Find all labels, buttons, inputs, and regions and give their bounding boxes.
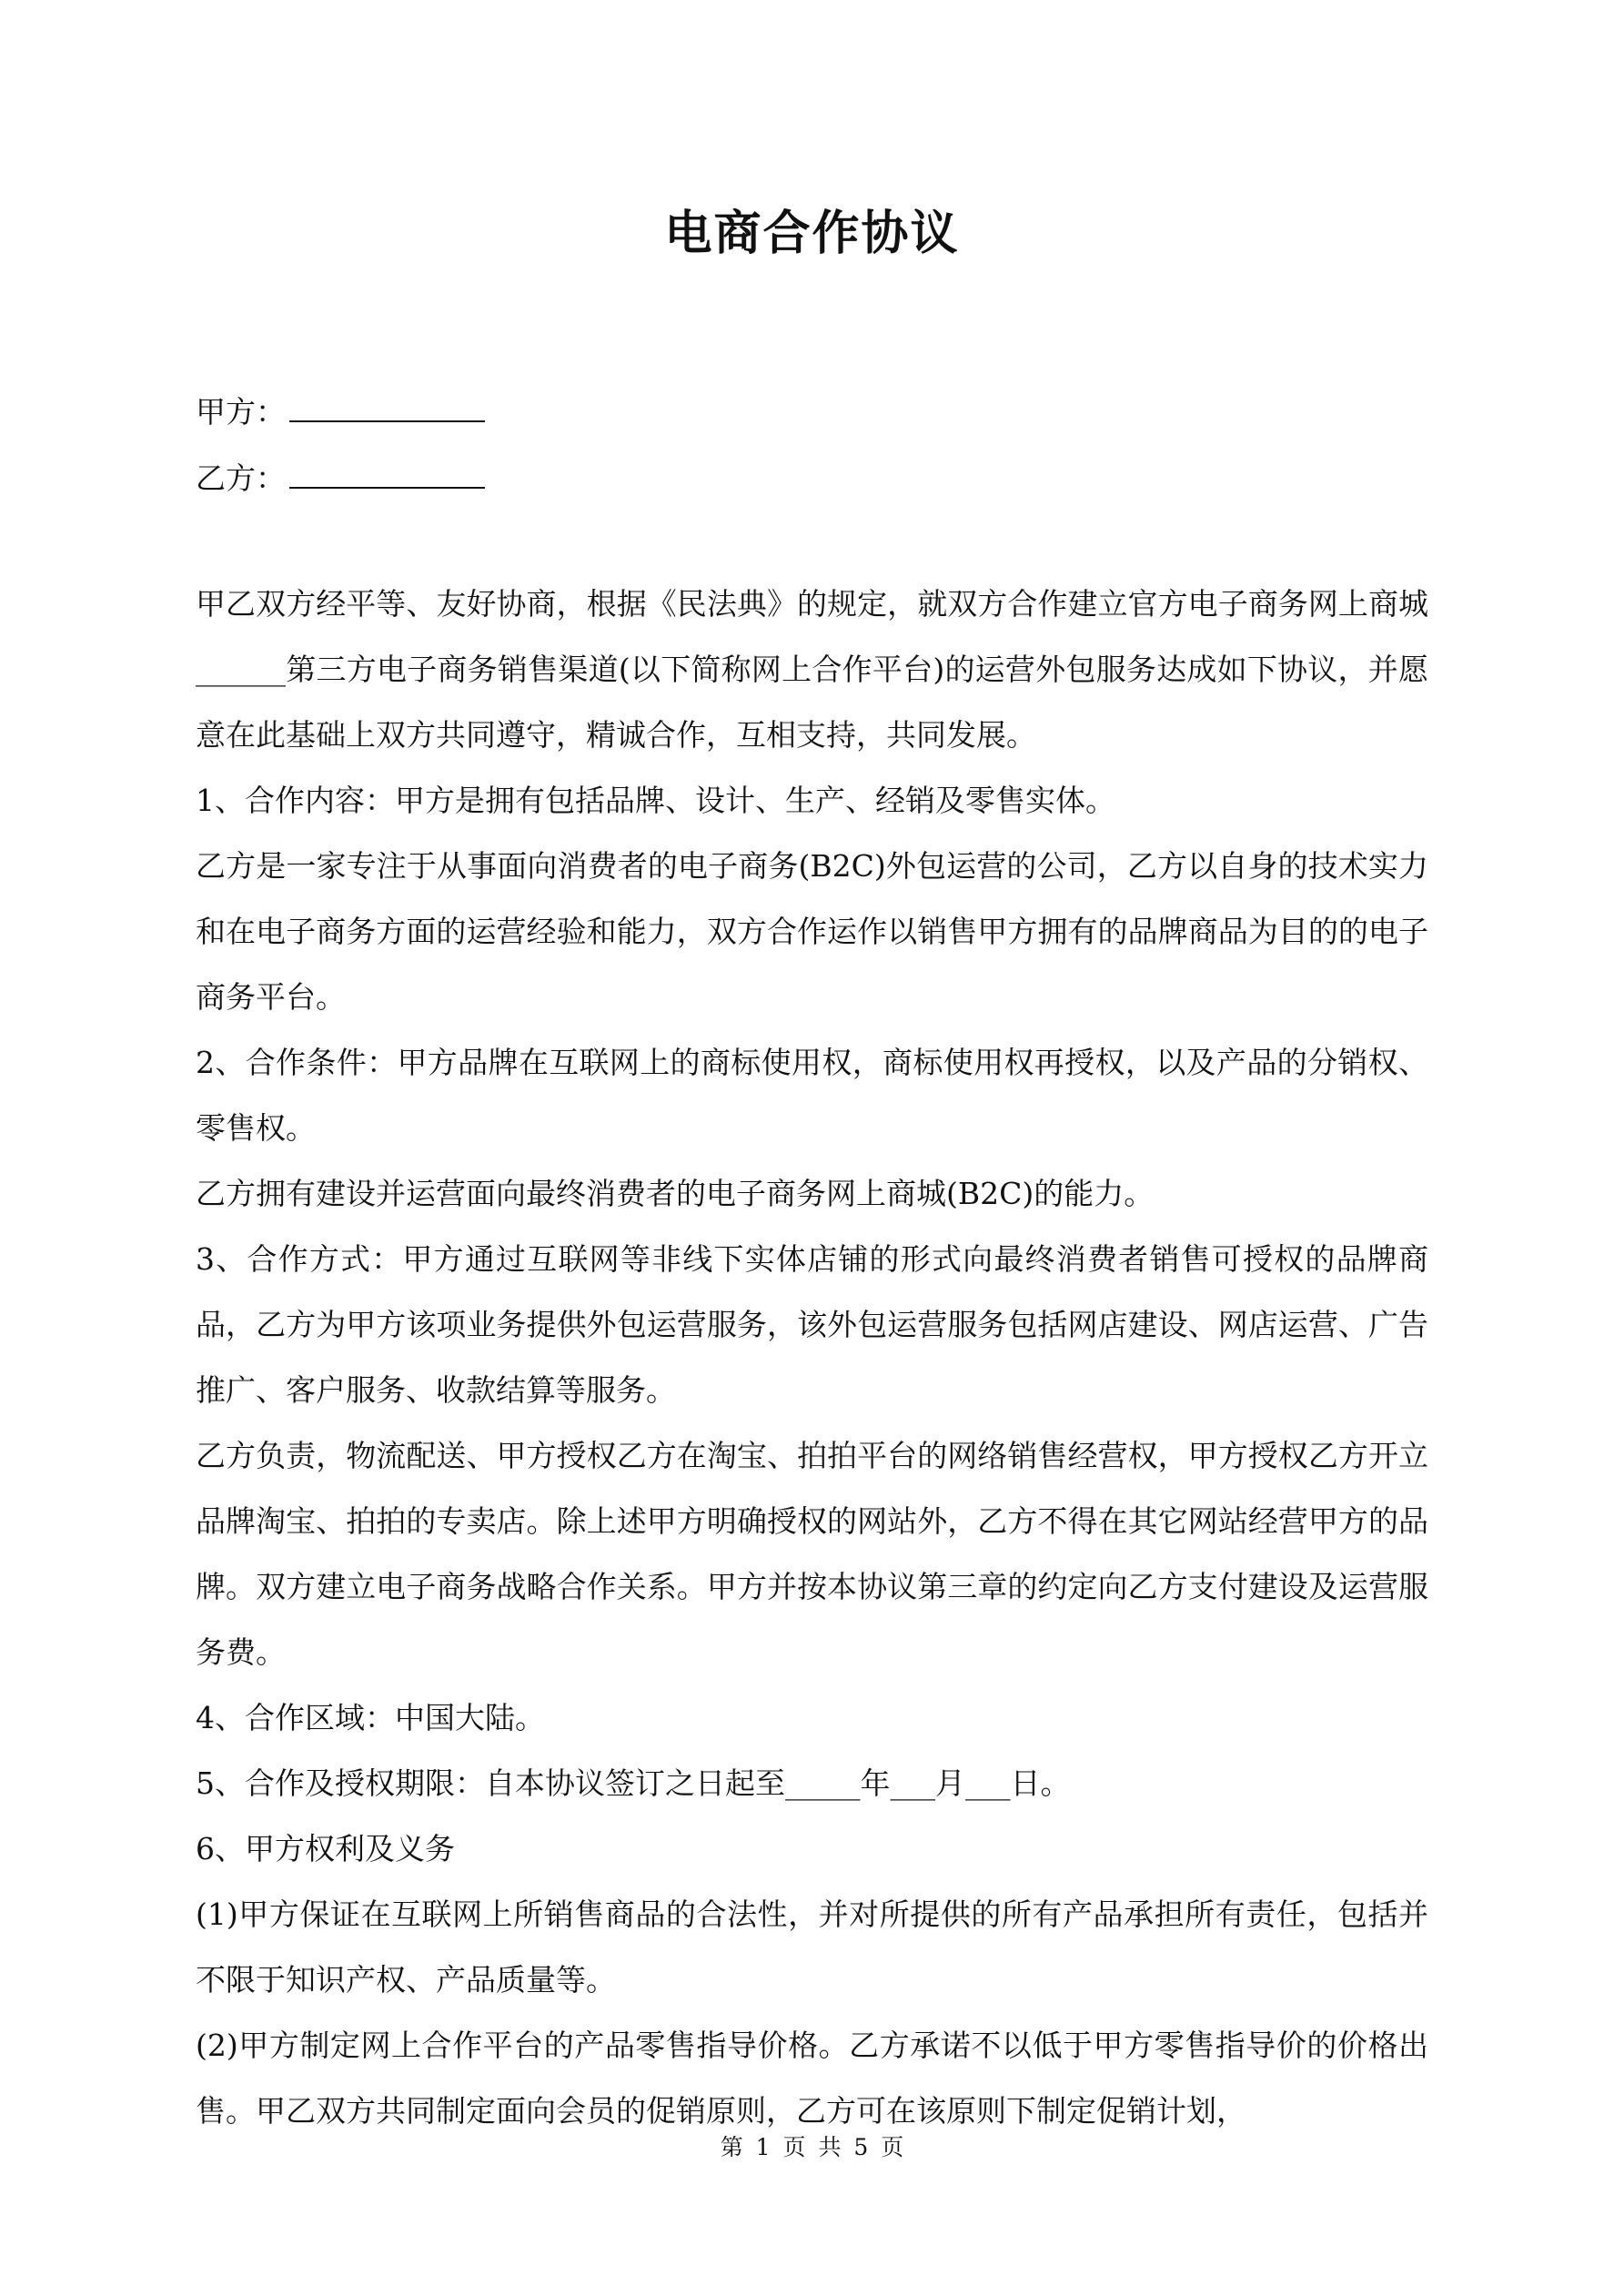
paragraph-clause-4: 4、合作区域：中国大陆。 [196, 1700, 545, 1735]
paragraph-clause-1-party-b: 乙方是一家专注于从事面向消费者的电子商务(B2C)外包运营的公司，乙方以自身的技术实力和在电子商务方面的运营经验和能力，双方合作运作以销售甲方拥有的品牌商品为目的的电子商务平台。 [196, 848, 1428, 1015]
agreement-body [196, 571, 1428, 2144]
paragraph-clause-6-heading: 6、甲方权利及义务 [196, 1831, 455, 1866]
page-footer: 第 1 页 共 5 页 [720, 2134, 904, 2160]
paragraph-clause-6-item-2: (2)甲方制定网上合作平台的产品零售指导价格。乙方承诺不以低于甲方零售指导价的价格出售。甲乙双方共同制定面向会员的促销原则，乙方可在该原则下制定促销计划， [196, 2028, 1428, 2129]
party-a-line [196, 388, 485, 435]
party-b-line [196, 454, 485, 501]
party-b-label: 乙方： [196, 460, 286, 496]
paragraph-clause-2: 2、合作条件：甲方品牌在互联网上的商标使用权，商标使用权再授权，以及产品的分销权、零售权。 [196, 1045, 1428, 1146]
paragraph-clause-1: 1、合作内容：甲方是拥有包括品牌、设计、生产、经销及零售实体。 [196, 783, 1115, 818]
paragraph-clause-3: 3、合作方式：甲方通过互联网等非线下实体店铺的形式向最终消费者销售可授权的品牌商品，乙方为甲方该项业务提供外包运营服务，该外包运营服务包括网店建设、网店运营、广告推广、客户服务、收款结算等服务。 [196, 1241, 1428, 1408]
party-a-blank [289, 388, 485, 422]
paragraph-clause-3-party-b: 乙方负责，物流配送、甲方授权乙方在淘宝、拍拍平台的网络销售经营权，甲方授权乙方开立品牌淘宝、拍拍的专卖店。除上述甲方明确授权的网站外，乙方不得在其它网站经营甲方的品牌。双方建立电子商务战略合作关系。甲方并按本协议第三章的约定向乙方支付建设及运营服务费。 [196, 1438, 1428, 1670]
document-title: 电商合作协议 [664, 207, 960, 261]
party-a-label: 甲方： [196, 394, 286, 430]
paragraph-preamble: 甲乙双方经平等、友好协商，根据《民法典》的规定，就双方合作建立官方电子商务网上商城______第三方电子商务销售渠道(以下简称网上合作平台)的运营外包服务达成如下协议，并愿意在此基础上双方共同遵守，精诚合作，互相支持，共同发展。 [196, 586, 1428, 753]
paragraph-clause-6-item-1: (1)甲方保证在互联网上所销售商品的合法性，并对所提供的所有产品承担所有责任，包括并不限于知识产权、产品质量等。 [196, 1896, 1428, 1998]
party-b-blank [289, 454, 485, 489]
paragraph-clause-5: 5、合作及授权期限：自本协议签订之日起至_____年___月___日。 [196, 1765, 1071, 1801]
paragraph-clause-2-party-b: 乙方拥有建设并运营面向最终消费者的电子商务网上商城(B2C)的能力。 [196, 1176, 1155, 1211]
